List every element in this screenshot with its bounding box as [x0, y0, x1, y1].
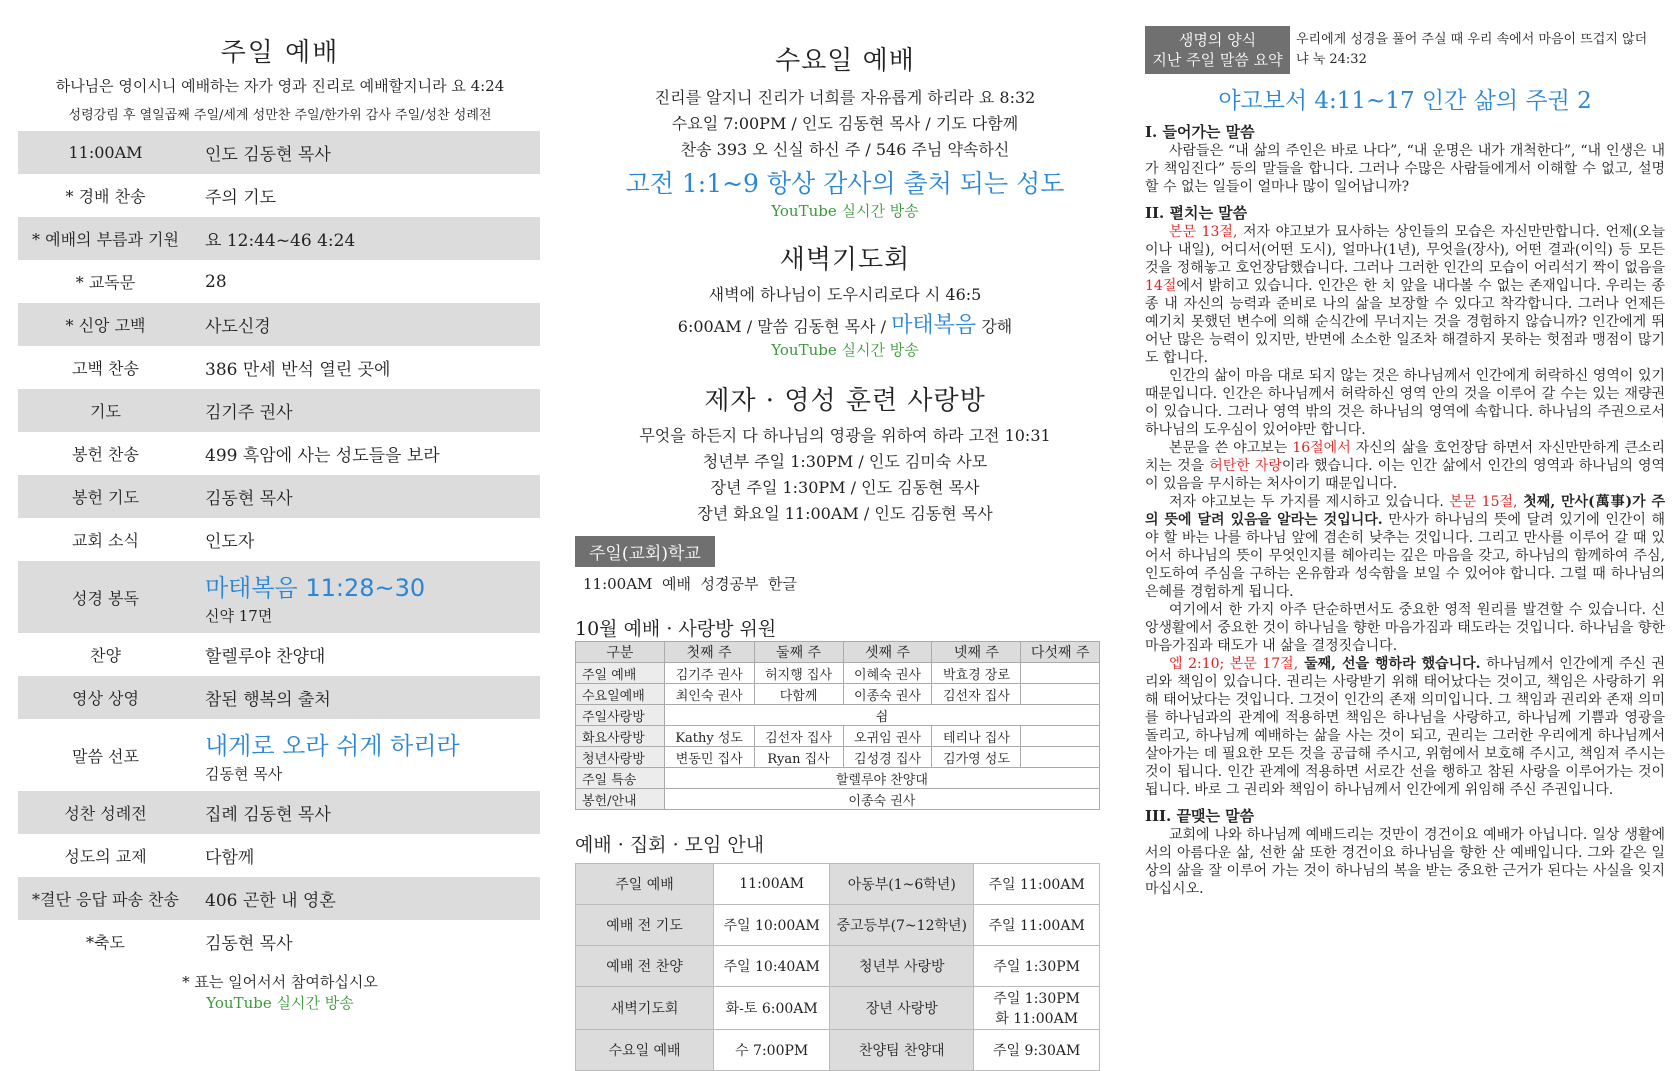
- order-value: 인도자: [205, 532, 255, 552]
- order-value-wrap: [193, 355, 540, 380]
- order-value-wrap: [193, 312, 540, 337]
- order-value-wrap: [193, 527, 540, 552]
- paragraph-8: 교회에 나와 하나님께 예배드리는 것만이 경건이요 예배가 아닙니다. 일상 생활에서의 아름다운 삶, 선한 삶 또한 경건이요 하나님을 향한 산 예배입니다. 그와 같은 일상의 삶을 잘 이루어 가는 것이 하나님의 복을 받는 중요한 근거가 된다는 사실을 잊지 마십시오.: [1145, 827, 1665, 897]
- guide-cell: 중고등부(7~12학년): [830, 905, 974, 946]
- order-label: * 신앙 고백: [65, 316, 146, 335]
- section-2-heading: II. 펼치는 말씀: [1145, 204, 1248, 222]
- roster-cell: [1021, 663, 1100, 684]
- order-value-wrap: [193, 183, 540, 208]
- order-row: [18, 676, 540, 719]
- order-row: [18, 834, 540, 877]
- roster-cell: 김선자 집사: [754, 726, 843, 747]
- order-label: 영상 상영: [72, 689, 139, 708]
- paragraph-3: 인간의 삶이 마음 대로 되지 않는 것은 하나님께서 인간에게 허락하신 영역이 있기 때문입니다. 인간은 하나님께서 허락하신 영역 안의 것을 이루어 갈 수는 있는 재량권이 있습니다. 그러나 영역 밖의 것은 하나님의 영역에 속합니다. 하나님의 주권으로서 하나님의 도우심이 있어야만 합니다.: [1145, 368, 1665, 438]
- roster-cell: 박효경 장로: [932, 663, 1021, 684]
- roster-cell: 변동민 집사: [664, 747, 754, 768]
- roster-cell: [1021, 747, 1100, 768]
- roster-cell: [1021, 726, 1100, 747]
- p7-text: 하나님께서 인간에게 주신 권리와 책임이 있습니다. 권리는 사랑받기 위해 태어났다는 것이고, 책임은 사랑하기 위해 태어났다는 것입니다. 그것이 인간의 존재 의미입니다. 그 책임과 권리와 존재 의미를 하나님과의 관계에 적용하면 책임은 하나님을 사랑하고, 하나님께 기쁨과 영광을 돌리고, 하나님께 예배하는 삶을 사는 것이 되고, 권리는 그러한 우리에게 하나님께서 살아가는 데 필요한 모든 것을 공급해 주시고, 위험에서 보호해 주시고, 책임져 주시는 것이 됩니다. 인간 관계에 적용하면 서로간 선을 행하고 참된 사랑을 이루어가는 것이 됩니다. 바로 그 권리와 책임이 하나님께서 인간에게 위임해 주신 주권입니다.: [1145, 656, 1666, 798]
- order-row: [18, 346, 540, 389]
- roster-cell: 이종숙 권사: [664, 789, 1099, 810]
- roster-cell: 김성경 집사: [843, 747, 932, 768]
- roster-header: 넷째 주: [932, 642, 1021, 663]
- ref-17: 엡 2:10; 본문 17절,: [1169, 656, 1299, 672]
- guide-cell: 예배 전 기도: [576, 905, 714, 946]
- bread-tag-2: 지난 주일 말씀 요약: [1152, 51, 1283, 69]
- order-value: 다함께: [205, 848, 255, 868]
- order-label: * 교독문: [75, 273, 136, 292]
- guide-row: [576, 905, 1100, 946]
- guide-cell: 수 7:00PM: [714, 1030, 830, 1071]
- sunday-worship-section: [0, 0, 560, 1013]
- wednesday-verse: 진리를 알지니 진리가 너희를 자유롭게 하리라 요 8:32: [654, 88, 1036, 107]
- order-label: 성찬 성례전: [64, 804, 147, 823]
- ref-14: 14절: [1145, 278, 1177, 294]
- order-value: 참된 행복의 출처: [205, 690, 331, 710]
- guide-cell: 장년 사랑방: [830, 987, 974, 1030]
- wednesday-info: 수요일 7:00PM / 인도 김동현 목사 / 기도 다함께: [671, 114, 1019, 133]
- order-value-wrap: [193, 398, 540, 423]
- order-value: 주의 기도: [205, 188, 277, 208]
- dawn-info: [575, 308, 1115, 339]
- order-value-wrap: [193, 140, 540, 165]
- training-line-3: 장년 화요일 11:00AM / 인도 김동현 목사: [697, 504, 993, 523]
- order-value-wrap: [193, 568, 540, 626]
- order-row: [18, 518, 540, 561]
- roster-row: [576, 684, 1100, 705]
- training-line-1: 청년부 주일 1:30PM / 인도 김미숙 사모: [702, 452, 988, 471]
- roster-header: 둘째 주: [754, 642, 843, 663]
- guide-cell: 주일 1:30PM: [974, 946, 1100, 987]
- roster-row: [576, 789, 1100, 810]
- roster-row: [576, 726, 1100, 747]
- paragraph-7: [1145, 655, 1665, 799]
- section-3-heading: III. 끝맺는 말씀: [1145, 807, 1255, 825]
- guide-cell: 화-토 6:00AM: [714, 987, 830, 1030]
- guide-row: [576, 864, 1100, 905]
- roster-table: [575, 641, 1100, 810]
- guide-cell: 주일 9:30AM: [974, 1030, 1100, 1071]
- p5-point: 첫째, 만사(萬事)가 주의 뜻에 달려 있음을 알라는 것입니다.: [1145, 494, 1665, 528]
- wednesday-sermon: 고전 1:1~9 항상 감사의 출처 되는 성도: [625, 169, 1065, 198]
- roster-header: 다섯째 주: [1021, 642, 1100, 663]
- order-sub: 김동현 목사: [205, 765, 283, 783]
- order-row: [18, 920, 540, 963]
- order-value: 내게로 오라 쉬게 하리라: [205, 732, 460, 760]
- paragraph-4: [1145, 439, 1665, 493]
- paragraph-5: [1145, 493, 1665, 601]
- p5-text-b: 만사가 하나님의 뜻에 달려 있기에 인간이 해야 할 바는 나를 하나님 앞에 겸손히 낮추는 것입니다. 그리고 만사를 이루어 갈 때 있어서 하나님의 뜻이 무엇인지를 헤아리는 깊은 마음을 갖고, 하나님의 함께하여 주심, 인도하여 주심을 구하는 온유함과 성숙함을 보일 수 있어야 합니다. 그럴 때 하나님의 은혜를 경험하게 됩니다.: [1145, 512, 1665, 600]
- dawn-info-book: 마태복음: [891, 313, 977, 338]
- worship-order-list: [18, 131, 540, 963]
- roster-title: 10월 예배 · 사랑방 위원: [575, 618, 777, 640]
- p4-text-b: 자신의 삶을 호언장담 하면서 자신만만하게 큰소리치는 것을: [1145, 440, 1665, 474]
- guide-row: [576, 946, 1100, 987]
- roster-cell: 김가영 성도: [932, 747, 1021, 768]
- p2-text-b: 에서 밝히고 있습니다. 인간은 한 치 앞을 내다볼 수 없는 존재입니다. 우리는 종종 내 자신의 능력과 준비로 나의 삶을 보장할 수 있다고 착각합니다. 그러나 언제든 예기치 못했던 변수에 의해 순식간에 무너지는 것을 경험하지 않습니까? 인간에게 뛰어난 많은 능력이 있지만, 반면에 소소한 일조차 해결하지 못하는 헛점과 맹점이 많기도 합니다.: [1145, 278, 1665, 366]
- paragraph-6: 여기에서 한 가지 아주 단순하면서도 중요한 영적 원리를 발견할 수 있습니다. 신앙생활에서 중요한 것이 하나님을 향한 마음가짐과 태도라는 것입니다. 하나님을 향한 마음가짐과 태도가 내 삶을 결정짓습니다.: [1145, 602, 1665, 654]
- order-label: 성경 봉독: [72, 588, 139, 608]
- roster-row: [576, 663, 1100, 684]
- guide-cell: 11:00AM: [714, 864, 830, 905]
- order-label: 교회 소식: [72, 531, 139, 550]
- training-verse: 무엇을 하든지 다 하나님의 영광을 위하여 하라 고전 10:31: [639, 426, 1051, 445]
- guide-title: 예배 · 집회 · 모임 안내: [575, 834, 765, 856]
- order-value-wrap: [193, 642, 540, 667]
- guide-cell: 새벽기도회: [576, 987, 714, 1030]
- order-label: 11:00AM: [68, 143, 143, 162]
- order-value: 집례 김동현 목사: [205, 805, 331, 825]
- guide-cell: 주일 10:40AM: [714, 946, 830, 987]
- order-value: 386 만세 반석 열린 곳에: [205, 360, 391, 380]
- bread-verse: 우리에게 성경을 풀어 주실 때 우리 속에서 마음이 뜨겁지 않더냐 눅 24:32: [1296, 32, 1648, 67]
- order-value-wrap: [193, 685, 540, 710]
- order-row: [18, 260, 540, 303]
- order-label: *결단 응답 파송 찬송: [32, 890, 179, 909]
- wednesday-youtube-link[interactable]: YouTube 실시간 방송: [771, 202, 919, 220]
- order-row: [18, 217, 540, 260]
- ref-15: 본문 15절,: [1449, 494, 1518, 510]
- sunday-season: 성령강림 후 열일곱째 주일/세계 성만찬 주일/한가위 감사 주일/성찬 성례전: [68, 108, 492, 123]
- order-label: 기도: [90, 402, 121, 421]
- guide-cell: 주일 11:00AM: [974, 905, 1100, 946]
- order-value-wrap: [193, 886, 540, 911]
- training-title: 제자 · 영성 훈련 사랑방: [704, 386, 986, 416]
- guide-cell: 찬양팀 찬양대: [830, 1030, 974, 1071]
- roster-row-label: 봉헌/안내: [576, 789, 665, 810]
- vain-boast: 허탄한 자랑: [1209, 458, 1282, 474]
- dawn-title: 새벽기도회: [779, 245, 911, 275]
- order-value: 406 곤한 내 영혼: [205, 891, 336, 911]
- dawn-youtube-link[interactable]: YouTube 실시간 방송: [771, 341, 919, 359]
- roster-cell: 쉼: [664, 705, 1099, 726]
- roster-row-label: 주일사랑방: [576, 705, 665, 726]
- order-value: 할렐루야 찬양대: [205, 647, 326, 667]
- roster-cell: 허지행 집사: [754, 663, 843, 684]
- wednesday-hymns: 찬송 393 오 신실 하신 주 / 546 주님 약속하신: [680, 140, 1010, 159]
- sermon-title: 야고보서 4:11~17 인간 삶의 주권 2: [1218, 88, 1592, 114]
- roster-row-label: 화요사랑방: [576, 726, 665, 747]
- guide-row: [576, 1030, 1100, 1071]
- order-label: *축도: [86, 933, 125, 952]
- roster-header: 셋째 주: [843, 642, 932, 663]
- section-1-heading: I. 들어가는 말씀: [1145, 123, 1255, 141]
- order-row: [18, 475, 540, 518]
- p4-text-c: 이라 했습니다. 이는 인간 삶에서 인간의 영역과 하나님의 영역이 있음을 무시하는 처사이기 때문입니다.: [1145, 458, 1665, 492]
- youtube-live-link[interactable]: YouTube 실시간 방송: [206, 994, 354, 1012]
- guide-table: [575, 863, 1100, 1071]
- sunday-school-line: 11:00AM 예배 성경공부 한글: [583, 575, 797, 593]
- sunday-verse: 하나님은 영이시니 예배하는 자가 영과 진리로 예배할지니라 요 4:24: [55, 77, 505, 95]
- order-value-wrap: [193, 441, 540, 466]
- dawn-verse: 새벽에 하나님이 도우시리로다 시 46:5: [708, 285, 982, 304]
- roster-cell: Ryan 집사: [754, 747, 843, 768]
- bread-tag: [1145, 26, 1290, 74]
- order-value-wrap: [193, 843, 540, 868]
- training-line-2: 장년 주일 1:30PM / 인도 김동현 목사: [710, 478, 980, 497]
- guide-cell: 청년부 사랑방: [830, 946, 974, 987]
- guide-cell: 주일 1:30PM 화 11:00AM: [974, 987, 1100, 1030]
- roster-row: [576, 768, 1100, 789]
- order-row: [18, 432, 540, 475]
- order-row: [18, 303, 540, 346]
- order-row: [18, 389, 540, 432]
- ref-13: 본문 13절,: [1169, 224, 1238, 240]
- guide-cell: 주일 10:00AM: [714, 905, 830, 946]
- order-value-wrap: [193, 272, 540, 292]
- roster-row-label: 수요일예배: [576, 684, 665, 705]
- roster-cell: 다함께: [754, 684, 843, 705]
- dawn-info-post: 강해: [981, 317, 1013, 336]
- ref-16: 16절에서: [1292, 440, 1351, 456]
- order-row: [18, 633, 540, 676]
- guide-cell: 아동부(1~6학년): [830, 864, 974, 905]
- guide-cell: 주일 예배: [576, 864, 714, 905]
- roster-row: [576, 747, 1100, 768]
- order-value-wrap: [193, 800, 540, 825]
- standing-note: * 표는 일어서서 참여하십시오: [182, 973, 378, 991]
- wednesday-title: 수요일 예배: [775, 46, 915, 76]
- order-value-wrap: [193, 726, 540, 784]
- roster-cell: 할렐루야 찬양대: [664, 768, 1099, 789]
- roster-row: [576, 705, 1100, 726]
- order-value-wrap: [193, 226, 540, 251]
- order-value: 28: [205, 271, 227, 292]
- roster-cell: 이종숙 권사: [843, 684, 932, 705]
- order-row: [18, 131, 540, 174]
- p2-text-a: 저자 야고보가 묘사하는 상인들의 모습은 자신만만합니다. 언제(오늘이나 내일), 어디서(어떤 도시), 얼마나(1년), 무엇을(장사), 어떤 결과(이익) 등 모든 것을 정해놓고 호언장담했습니다. 그러나 그러한 인간의 모습이 어리석기 짝이 없음을: [1145, 224, 1666, 276]
- order-value-wrap: [193, 484, 540, 509]
- guide-cell: 수요일 예배: [576, 1030, 714, 1071]
- sunday-school-tag: 주일(교회)학교: [575, 536, 715, 567]
- p4-text-a: 본문을 쓴 야고보는: [1169, 440, 1293, 456]
- order-label: 고백 찬송: [72, 359, 139, 378]
- order-value: 요 12:44~46 4:24: [205, 231, 356, 251]
- order-label: 찬양: [90, 646, 121, 665]
- order-label: 봉헌 기도: [72, 488, 139, 507]
- order-label: 말씀 선포: [72, 746, 139, 766]
- order-sub: 신약 17면: [205, 607, 273, 625]
- roster-cell: [1021, 684, 1100, 705]
- roster-header: 첫째 주: [664, 642, 754, 663]
- order-row: [18, 719, 540, 791]
- roster-cell: 김선자 집사: [932, 684, 1021, 705]
- paragraph-1: 사람들은 “내 삶의 주인은 바로 나다”, “내 운명은 내가 개척한다”, “내 인생은 내가 책임진다” 등의 말들을 합니다. 그러나 수많은 사람들에게서 이해할 수 없고, 설명할 수 없는 일들이 얼마나 많이 일어납니까?: [1145, 143, 1665, 195]
- order-value: 김기주 권사: [205, 403, 293, 423]
- order-label: 성도의 교제: [64, 847, 147, 866]
- roster-cell: 최인숙 권사: [664, 684, 754, 705]
- bread-tag-1: 생명의 양식: [1178, 31, 1257, 49]
- roster-cell: 테리나 집사: [932, 726, 1021, 747]
- guide-cell: 예배 전 찬양: [576, 946, 714, 987]
- guide-cell: 주일 11:00AM: [974, 864, 1100, 905]
- guide-row: [576, 987, 1100, 1030]
- roster-cell: Kathy 성도: [664, 726, 754, 747]
- bread-header: [1145, 26, 1665, 74]
- order-value: 사도신경: [205, 317, 271, 337]
- roster-header: 구분: [576, 642, 665, 663]
- order-label: 봉헌 찬송: [72, 445, 139, 464]
- order-value: 인도 김동현 목사: [205, 145, 331, 165]
- order-row: [18, 561, 540, 633]
- paragraph-2: [1145, 223, 1665, 367]
- order-label: * 경배 찬송: [65, 187, 146, 206]
- order-value-wrap: [193, 929, 540, 954]
- p5-text-a: 저자 야고보는 두 가지를 제시하고 있습니다.: [1169, 494, 1450, 510]
- roster-cell: 김기주 권사: [664, 663, 754, 684]
- roster-row-label: 주일 예배: [576, 663, 665, 684]
- order-row: [18, 174, 540, 217]
- dawn-info-pre: 6:00AM / 말씀 김동현 목사 /: [677, 317, 887, 336]
- order-value: 499 흑암에 사는 성도들을 보라: [205, 446, 440, 466]
- p7-point: 둘째, 선을 행하라 했습니다.: [1298, 656, 1481, 672]
- order-value: 마태복음 11:28~30: [205, 574, 426, 602]
- roster-row-label: 청년사랑방: [576, 747, 665, 768]
- roster-cell: 오귀임 권사: [843, 726, 932, 747]
- weekday-section: [575, 0, 1115, 1071]
- order-row: [18, 877, 540, 920]
- roster-cell: 이혜숙 권사: [843, 663, 932, 684]
- order-value: 김동현 목사: [205, 489, 293, 509]
- sunday-title: 주일 예배: [220, 38, 340, 68]
- roster-row-label: 주일 특송: [576, 768, 665, 789]
- order-value: 김동현 목사: [205, 934, 293, 954]
- order-row: [18, 791, 540, 834]
- sermon-summary-section: [1145, 0, 1665, 898]
- order-label: * 예배의 부름과 기원: [32, 230, 179, 249]
